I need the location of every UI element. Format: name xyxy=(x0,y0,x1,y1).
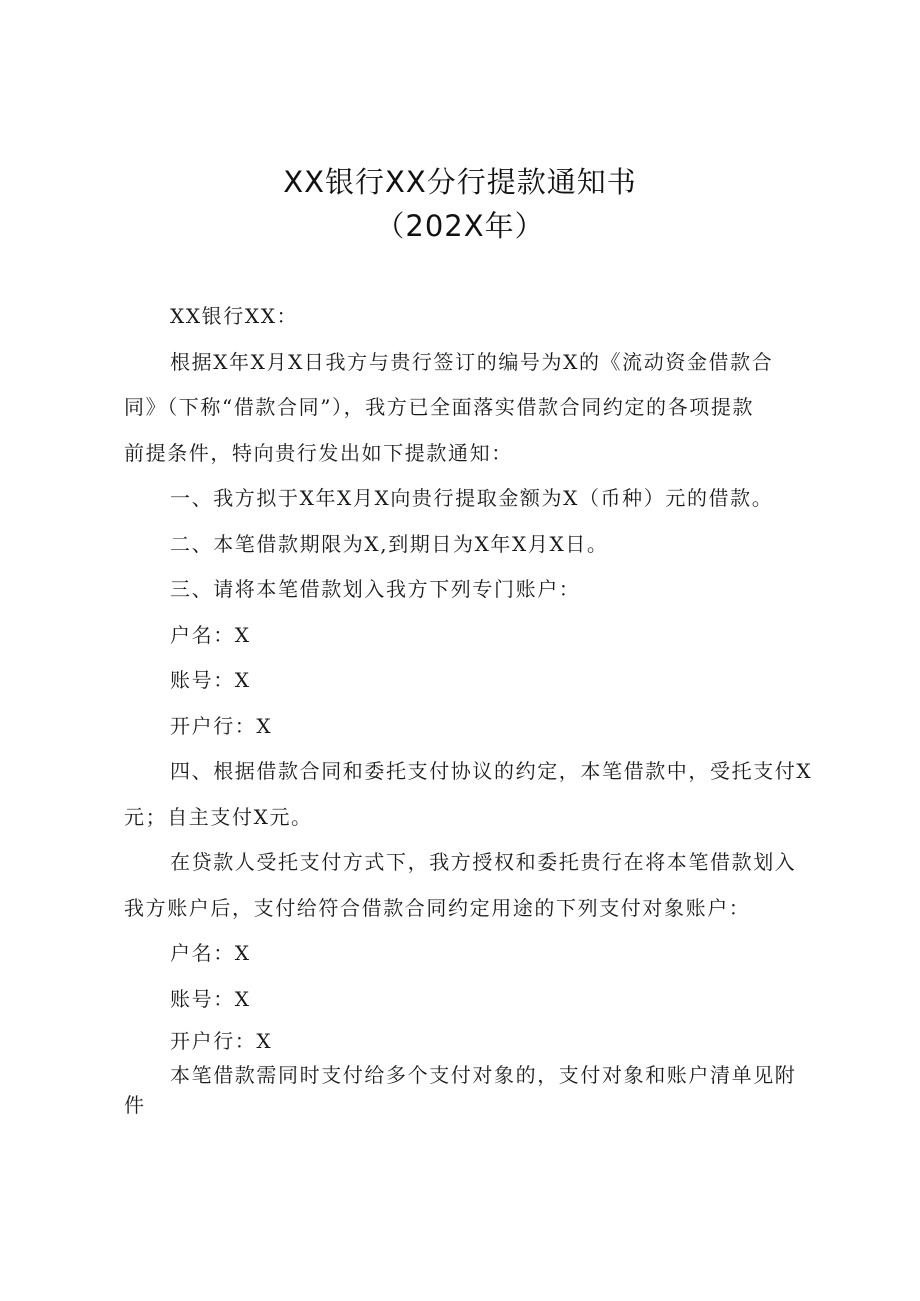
item-3: 三、请将本笔借款划入我方下列专门账户： xyxy=(170,577,581,601)
paragraph-1-line-1: 根据X年X月X日我方与贵行签订的编号为X的《流动资金借款合 xyxy=(170,349,774,374)
document-subtitle: （202X年） xyxy=(375,209,545,243)
salutation: XX银行XX： xyxy=(170,304,299,328)
document-body xyxy=(124,294,813,1120)
paragraph-2-line-2: 我方账户后，支付给符合借款合同约定用途的下列支付对象账户： xyxy=(124,895,751,920)
account-2-name: 户名：X xyxy=(170,941,251,965)
paragraph-3-line-2: 件 xyxy=(124,1093,146,1117)
paragraph-1-line-3: 前提条件，特向贵行发出如下提款通知： xyxy=(124,440,513,465)
account-1-name: 户名：X xyxy=(170,622,251,647)
account-2-bank: 开户行：X xyxy=(170,1029,273,1053)
item-2: 二、本笔借款期限为X,到期日为X年X月X日。 xyxy=(170,531,609,556)
item-4-line-2: 元；自主支付X元。 xyxy=(124,804,313,829)
account-2-number: 账号：X xyxy=(170,986,251,1011)
title-block xyxy=(0,160,920,248)
account-1-bank: 开户行：X xyxy=(170,713,273,738)
paragraph-1-line-2: 同》（下称“借款合同”），我方已全面落实借款合同约定的各项提款 xyxy=(124,395,755,419)
paragraph-2-line-1: 在贷款人受托支付方式下，我方授权和委托贵行在将本笔借款划入 xyxy=(170,850,797,874)
account-1-number: 账号：X xyxy=(170,668,251,692)
paragraph-3-line-1: 本笔借款需同时支付给多个支付对象的，支付对象和账户清单见附 xyxy=(170,1063,797,1087)
item-1: 一、我方拟于X年X月X向贵行提取金额为X（币种）元的借款。 xyxy=(170,486,774,510)
item-4-line-1: 四、根据借款合同和委托支付协议的约定，本笔借款中，受托支付X xyxy=(170,759,813,783)
document-title: XX银行XX分行提款通知书 xyxy=(283,165,637,199)
